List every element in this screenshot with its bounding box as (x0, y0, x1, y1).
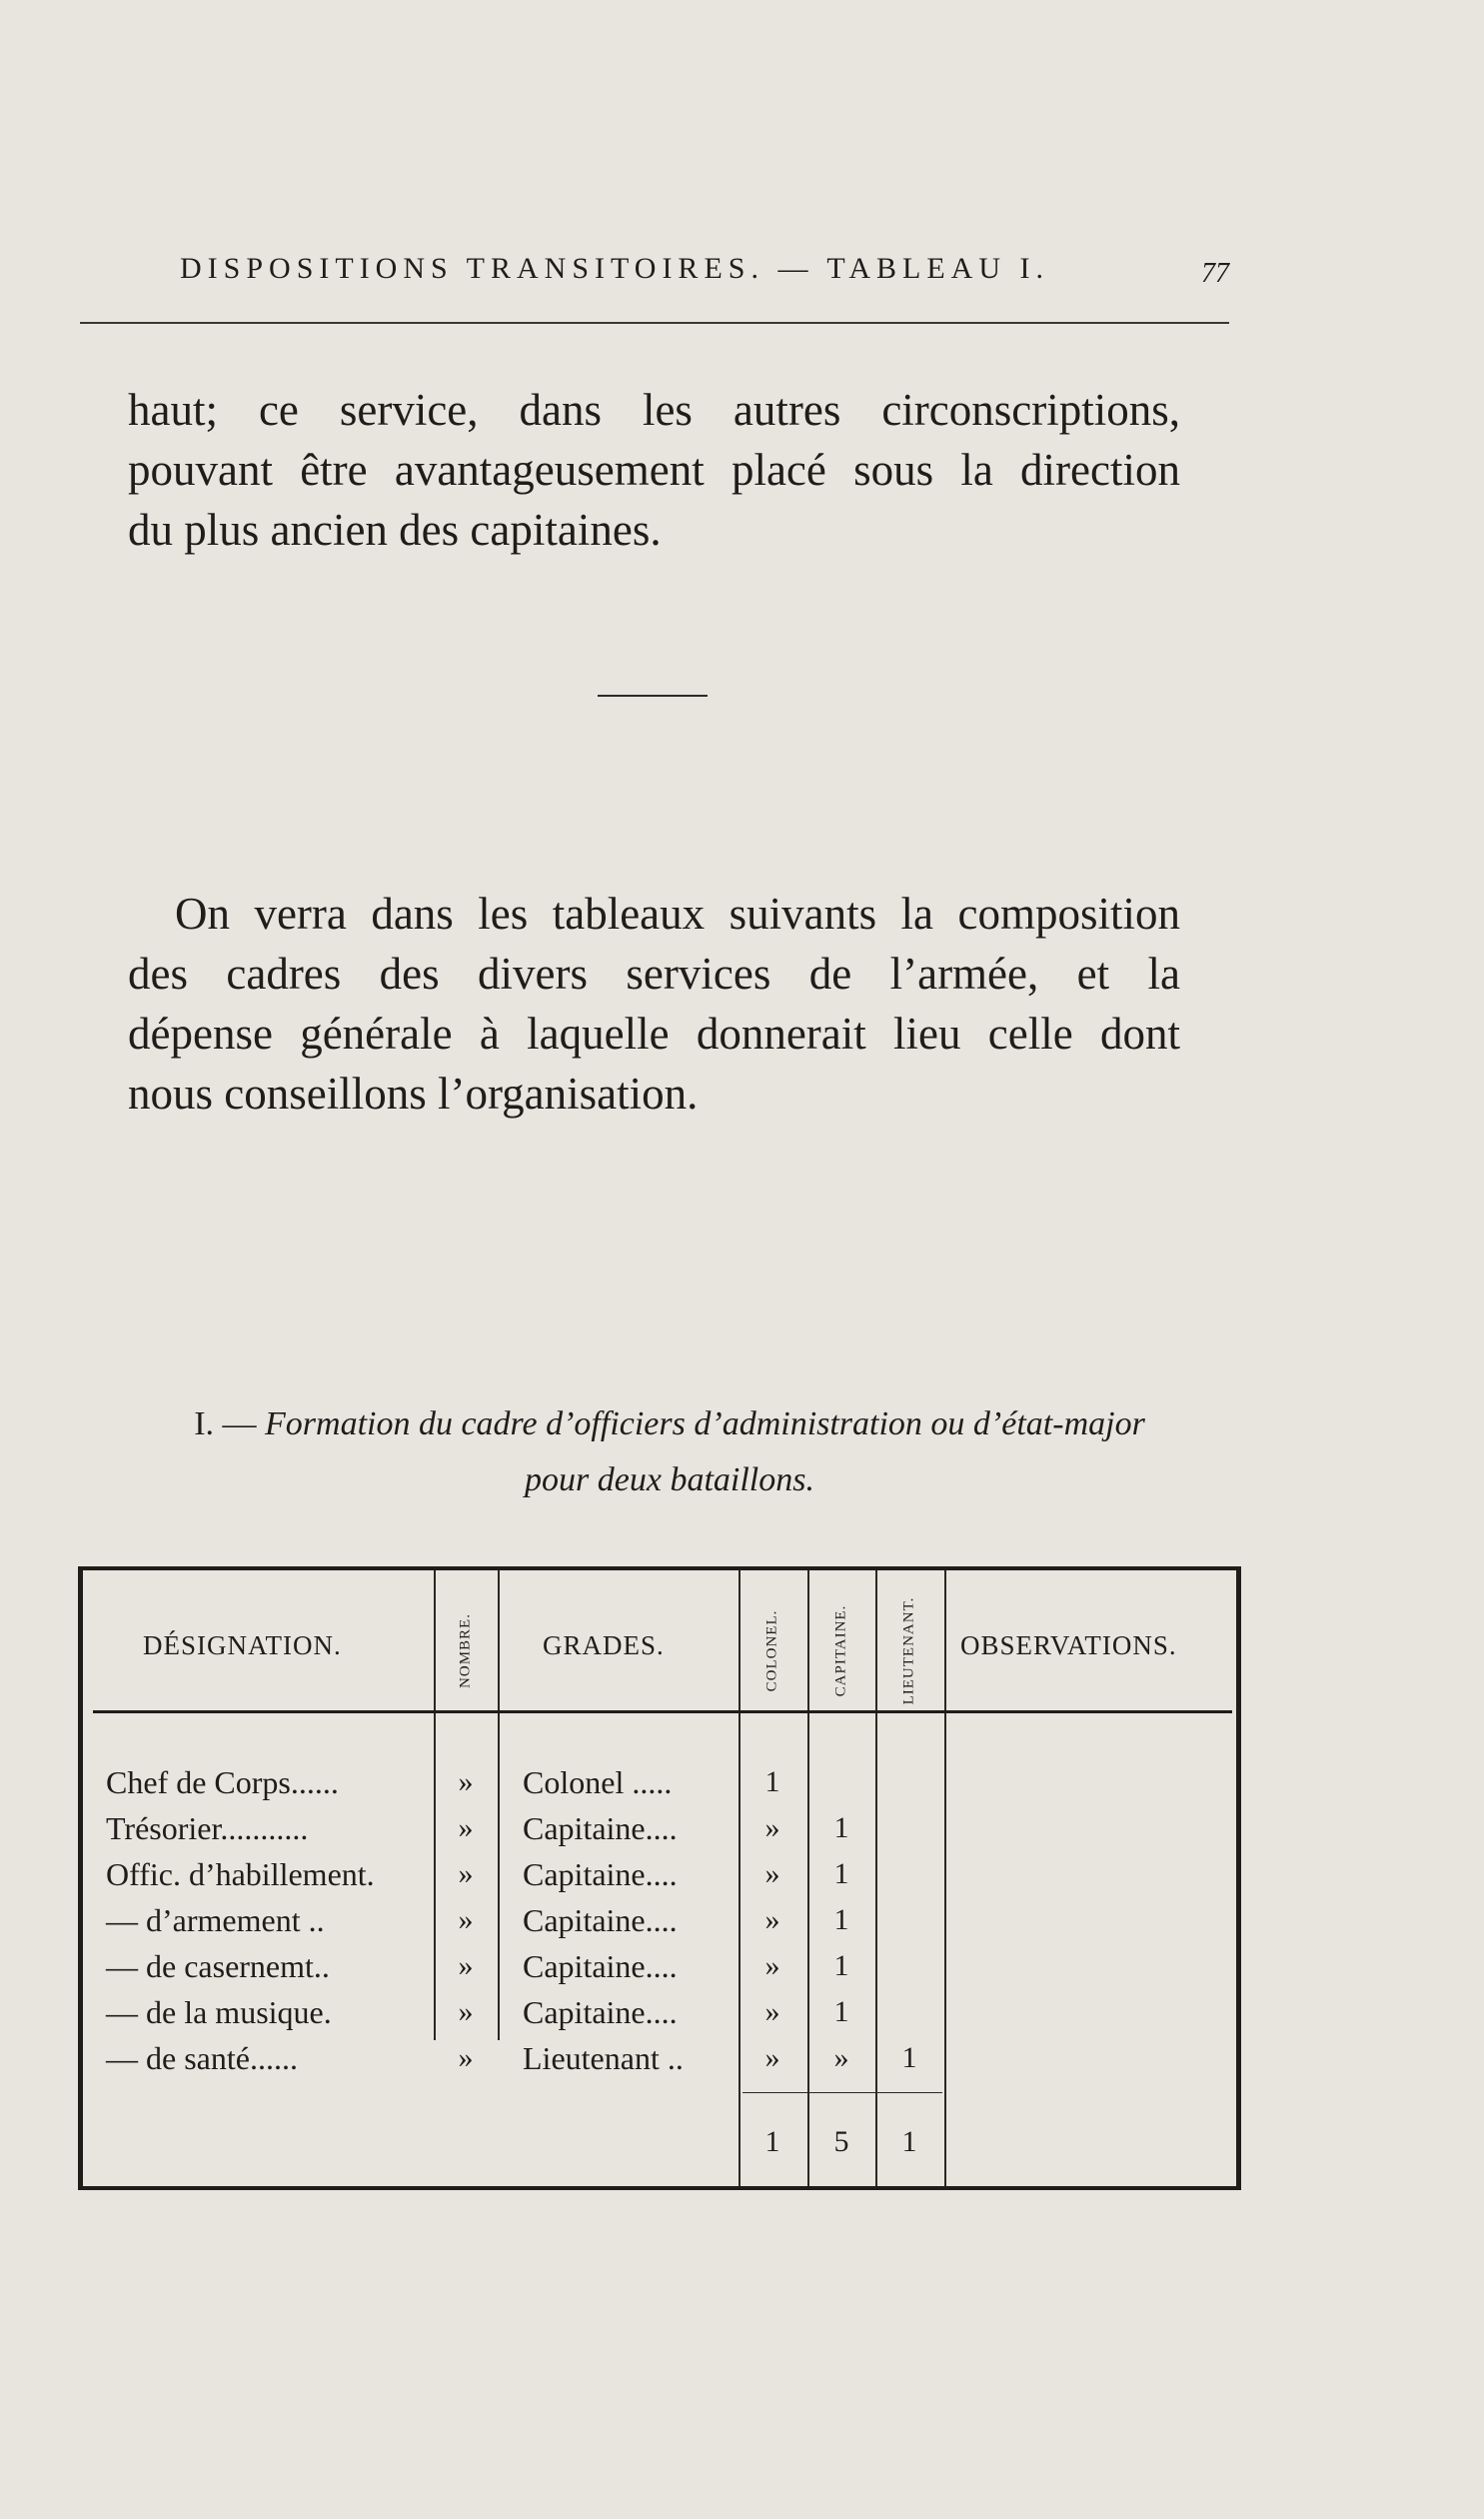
row-nombre: » (458, 1857, 474, 1890)
row-colonel: » (764, 1903, 780, 1936)
row-colonel: » (764, 2041, 780, 2074)
total-rule (742, 2092, 942, 2093)
row-nombre: » (458, 1995, 474, 2028)
header-colonel: COLONEL. (763, 1609, 780, 1692)
header-lieutenant: LIEUTENANT. (900, 1596, 917, 1705)
row-colonel: » (764, 1995, 780, 2028)
row-capitaine: » (833, 2041, 849, 2074)
caption-number: I. — (194, 1405, 257, 1442)
row-colonel: » (764, 1949, 780, 1982)
row-nombre: » (458, 1811, 474, 1844)
row-grade: Capitaine.... (523, 1902, 678, 1938)
running-head (180, 252, 1229, 289)
paragraph-intro (128, 884, 1180, 1124)
row-colonel: 1 (764, 1765, 780, 1798)
caption-line-2: pour deux bataillons. (525, 1461, 814, 1498)
row-capitaine: 1 (833, 1903, 849, 1936)
header-rule (80, 322, 1229, 324)
row-designation: Offic. d’habillement. (106, 1856, 375, 1892)
row-nombre: » (458, 2041, 474, 2074)
caption-title: Formation du cadre d’officiers d’administration ou d’état-major (265, 1405, 1145, 1442)
text-line: On verra dans les tableaux suivants la composition (175, 889, 1180, 939)
row-nombre: » (458, 1949, 474, 1982)
col-divider (498, 1570, 500, 2040)
header-observations: OBSERVATIONS. (960, 1630, 1177, 1660)
header-grades: GRADES. (543, 1630, 665, 1660)
total-capitaine: 5 (833, 2125, 849, 2158)
total-colonel: 1 (764, 2125, 780, 2158)
row-designation: — d’armement .. (106, 1902, 325, 1938)
text-line: dépense générale à laquelle donnerait lieu celle dont (128, 1009, 1180, 1059)
running-head-title: DISPOSITIONS TRANSITOIRES. — TABLEAU I. (180, 252, 1049, 285)
text-line: des cadres des divers services de l’armée, et la (128, 949, 1180, 999)
row-lieutenant: 1 (901, 2041, 917, 2074)
table-caption (70, 1396, 1269, 1508)
header-rule (93, 1710, 1232, 1713)
total-lieutenant: 1 (901, 2125, 917, 2158)
section-separator (598, 695, 708, 697)
row-designation: Trésorier........... (106, 1810, 309, 1846)
col-divider (434, 1570, 436, 2040)
row-grade: Capitaine.... (523, 1810, 678, 1846)
row-capitaine: 1 (833, 1811, 849, 1844)
text-line: haut; ce service, dans les autres circonscriptions, (128, 385, 1180, 435)
row-grade: Capitaine.... (523, 1856, 678, 1892)
row-colonel: » (764, 1811, 780, 1844)
col-divider (807, 1570, 809, 2186)
page-number: 77 (1201, 258, 1229, 289)
row-grade: Capitaine.... (523, 1994, 678, 2030)
header-nombre: NOMBRE. (457, 1613, 474, 1688)
header-designation: DÉSIGNATION. (143, 1630, 342, 1660)
row-designation: — de la musique. (106, 1994, 332, 2030)
col-divider (875, 1570, 877, 2186)
row-capitaine: 1 (833, 1857, 849, 1890)
row-colonel: » (764, 1857, 780, 1890)
row-designation: — de casernemt.. (106, 1948, 330, 1984)
row-nombre: » (458, 1765, 474, 1798)
row-capitaine: 1 (833, 1995, 849, 2028)
text-line: du plus ancien des capitaines. (128, 505, 662, 555)
text-line: nous conseillons l’organisation. (128, 1069, 699, 1119)
row-nombre: » (458, 1903, 474, 1936)
col-divider (944, 1570, 946, 2186)
officers-table (78, 1566, 1241, 2190)
row-designation: — de santé...... (106, 2040, 298, 2076)
header-capitaine: CAPITAINE. (832, 1604, 849, 1697)
row-grade: Capitaine.... (523, 1948, 678, 1984)
row-grade: Lieutenant .. (523, 2040, 684, 2076)
caption-line-1 (70, 1396, 1269, 1452)
row-grade: Colonel ..... (523, 1764, 673, 1800)
row-designation: Chef de Corps...... (106, 1764, 339, 1800)
paragraph-continued (128, 380, 1180, 560)
row-capitaine: 1 (833, 1949, 849, 1982)
col-divider (739, 1570, 741, 2186)
text-line: pouvant être avantageusement placé sous la direction (128, 445, 1180, 495)
